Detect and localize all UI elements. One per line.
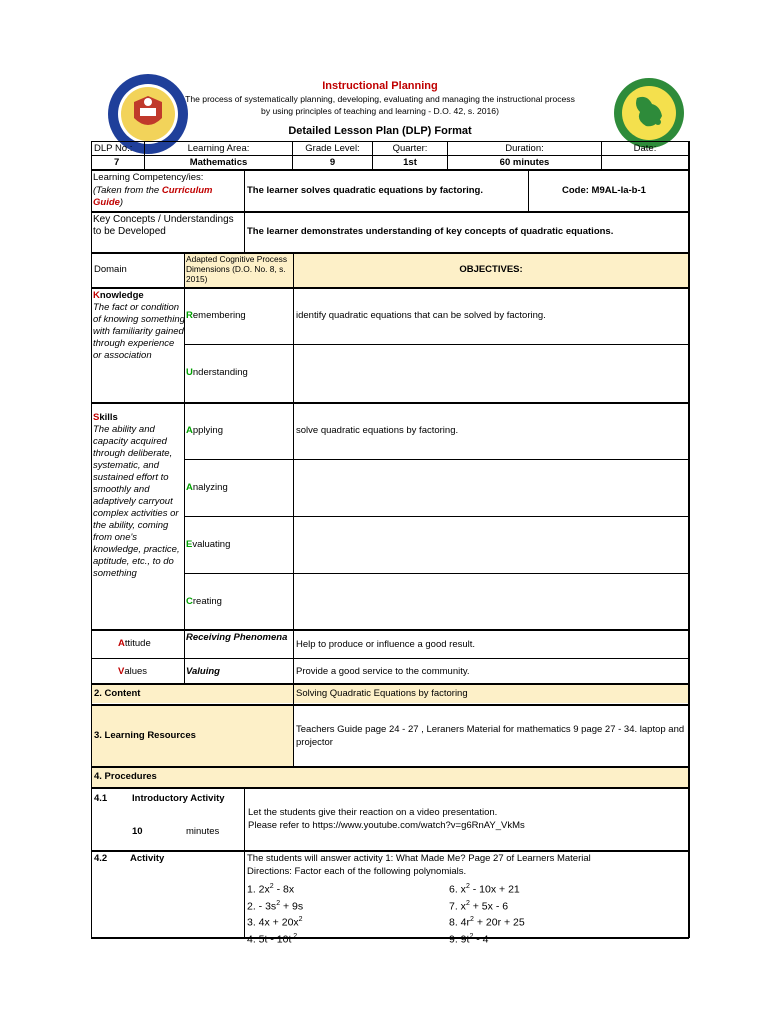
intro-text-line2: Please refer to https://www.youtube.com/watch?v=g6RnAY_VkMs <box>248 820 525 831</box>
quarter-header: Quarter: <box>392 143 428 154</box>
process-initial: C <box>186 596 193 607</box>
document-subtitle: Detailed Lesson Plan (DLP) Format <box>288 125 472 137</box>
acpd-header: Adapted Cognitive Process Dimensions (D.O. No. 8, s. 2015) <box>186 254 288 284</box>
learning-area-header: Learning Area: <box>187 143 250 154</box>
date-header: Date: <box>633 143 657 154</box>
process-applying <box>186 425 292 437</box>
knowledge-title <box>93 290 185 302</box>
polynomial-item: 3. $4x + 20x^2$ <box>247 916 303 929</box>
activity-text-line2: Directions: Factor each of the following polynomials. <box>247 866 467 877</box>
process-rest: pplying <box>192 425 223 436</box>
process-evaluating <box>186 539 292 551</box>
knowledge-domain <box>93 290 185 362</box>
attitude-initial: A <box>118 638 125 649</box>
polynomial-list-right <box>449 880 649 946</box>
values-domain <box>118 666 184 678</box>
dlp-no-header: DLP No.: <box>94 143 133 154</box>
description-line-1: The process of systematically planning, developing, evaluating and managing the instructional process <box>185 94 575 104</box>
objective-applying: solve quadratic equations by factoring. <box>296 425 459 436</box>
process-initial: A <box>186 482 193 493</box>
competency-code: Code: M9AL-Ia-b-1 <box>562 185 646 196</box>
resources-text: Teachers Guide page 24 - 27 , Leraners Material for mathematics 9 page 27 - 34. laptop and projector <box>296 724 685 748</box>
key-concepts-label: Key Concepts / Understandings to be Developed <box>93 214 234 237</box>
polynomial-item: 8. $4r^2 + 20r + 25$ <box>449 916 525 929</box>
skills-rest: kills <box>99 412 118 423</box>
activity-text-line1: The students will answer activity 1: What Made Me? Page 27 of Learners Material <box>247 853 591 864</box>
key-concepts-text: The learner demonstrates understanding of key concepts of quadratic equations. <box>247 226 614 237</box>
document-description <box>180 93 580 117</box>
objectives-header: OBJECTIVES: <box>459 264 523 275</box>
process-initial: E <box>186 539 193 550</box>
process-initial: A <box>186 425 193 436</box>
competency-label <box>93 172 243 209</box>
process-rest: nalyzing <box>192 482 228 493</box>
polynomial-list-left <box>247 880 437 946</box>
domain-header: Domain <box>94 264 127 275</box>
values-initial: V <box>118 666 125 677</box>
activity-label: Activity <box>130 853 165 864</box>
content-text: Solving Quadratic Equations by factoring <box>296 688 468 699</box>
process-remembering <box>186 310 292 322</box>
duration-value: 60 minutes <box>499 157 550 168</box>
content-label: 2. Content <box>94 688 141 699</box>
process-initial: R <box>186 310 193 321</box>
polynomial-item: 4. 5t - 10t $^2$ <box>247 932 298 945</box>
process-rest: nderstanding <box>192 367 248 378</box>
process-creating <box>186 596 292 608</box>
polynomial-item: 1. $2x^2 - 8x$ <box>247 883 295 896</box>
process-understanding <box>186 367 292 379</box>
polynomial-item: 9. $9t^2 - 4$ <box>449 932 489 945</box>
polynomial-item: 7. $x^2 + 5x - 6$ <box>449 899 509 912</box>
grade-level-header: Grade Level: <box>305 143 360 154</box>
dlp-no-value: 7 <box>114 157 120 168</box>
skills-title <box>93 412 185 424</box>
values-rest: alues <box>124 666 148 677</box>
process-analyzing <box>186 482 292 494</box>
competency-note-suffix: ) <box>119 197 124 208</box>
intro-text-line1: Let the students give their reaction on a video presentation. <box>248 807 498 818</box>
attitude-process: Receiving Phenomena <box>186 632 288 643</box>
knowledge-rest: nowledge <box>99 290 144 301</box>
values-process: Valuing <box>186 666 220 677</box>
attitude-rest: ttitude <box>124 638 151 649</box>
intro-minutes-label: minutes <box>186 826 220 837</box>
intro-minutes-value: 10 <box>132 826 143 837</box>
intro-number: 4.1 <box>94 793 108 804</box>
competency-note <box>93 185 243 209</box>
deped-seal-right <box>612 76 686 150</box>
process-rest: reating <box>192 596 222 607</box>
duration-header: Duration: <box>505 143 544 154</box>
skills-description: The ability and capacity acquired through deliberate, systematic, and sustained effort to smoothly and adaptively carryout complex activities or the ability, coming from one's knowledge, practice, aptitude, etc., to do something <box>93 424 180 579</box>
attitude-domain <box>118 638 184 650</box>
competency-text: The learner solves quadratic equations by factoring. <box>247 185 483 196</box>
competency-note-prefix: (Taken from the <box>93 185 162 196</box>
activity-number: 4.2 <box>94 853 108 864</box>
skills-initial: S <box>93 412 100 423</box>
knowledge-initial: K <box>93 290 100 301</box>
knowledge-description: The fact or condition of knowing something with familiarity gained through experience or association <box>93 302 185 361</box>
attitude-objective: Help to produce or influence a good result. <box>296 639 476 650</box>
process-rest: valuating <box>192 539 231 550</box>
values-objective: Provide a good service to the community. <box>296 666 470 677</box>
learning-area-value: Mathematics <box>189 157 248 168</box>
skills-domain <box>93 412 185 580</box>
resources-label: 3. Learning Resources <box>94 730 196 741</box>
competency-label-text: Learning Competency/ies: <box>93 172 204 183</box>
grade-level-value: 9 <box>329 157 336 168</box>
process-rest: emembering <box>192 310 246 321</box>
objective-remembering: identify quadratic equations that can be solved by factoring. <box>296 310 546 321</box>
polynomial-item: 2. - $3s^2 + 9s$ <box>247 899 304 912</box>
polynomial-item: 6. $x^2 - 10x + 21$ <box>449 883 520 896</box>
process-initial: U <box>186 367 193 378</box>
quarter-value: 1st <box>403 157 417 168</box>
description-line-2: by using principles of teaching and learning - D.O. 42, s. 2016) <box>261 106 499 116</box>
intro-label: Introductory Activity <box>132 793 225 804</box>
procedures-label: 4. Procedures <box>94 771 157 782</box>
curriculum-guide-text: Curriculum Guide <box>93 185 213 208</box>
document-title: Instructional Planning <box>322 80 438 92</box>
